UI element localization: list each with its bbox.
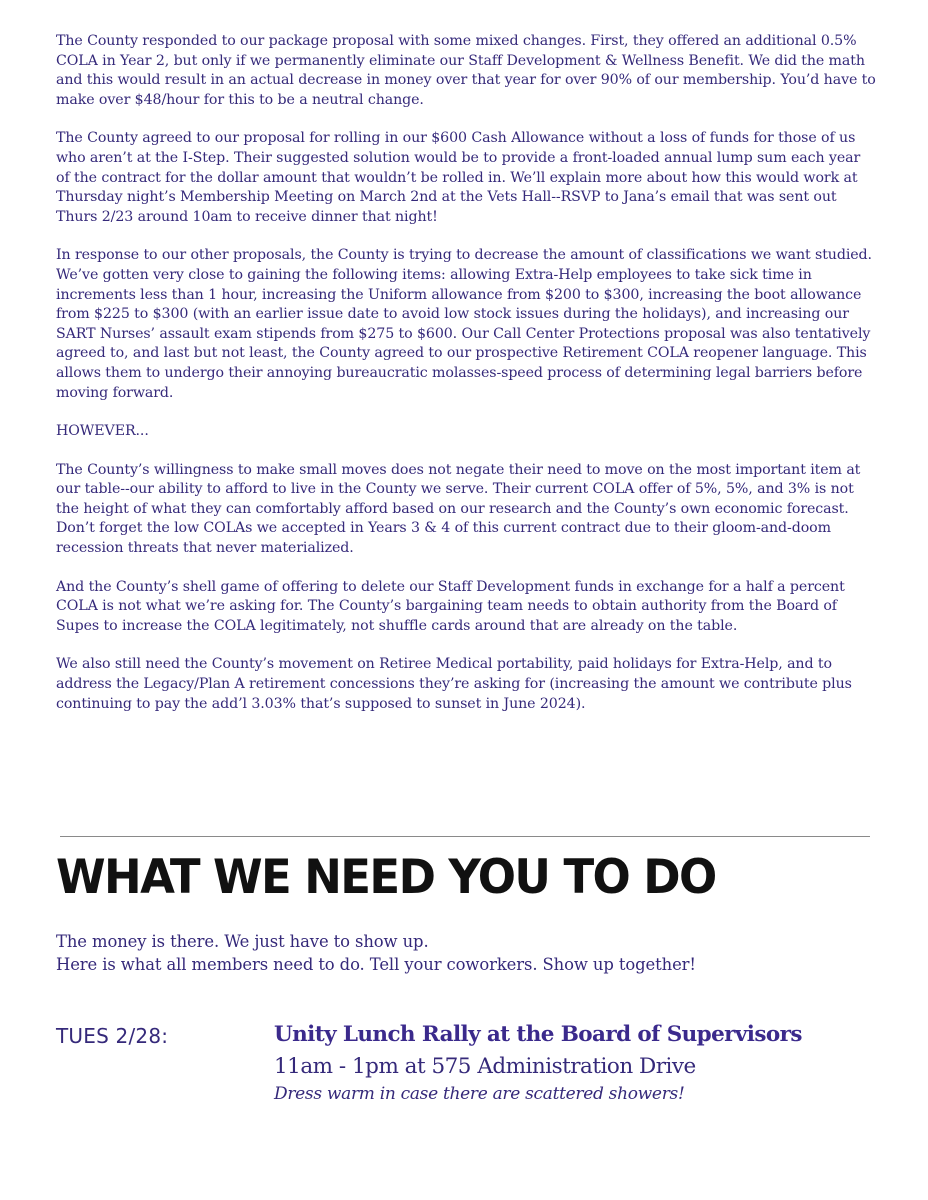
paragraph-cola-offer: The County’s willingness to make small moves does not negate their need to move on the most important item at our table--our ability to afford to live in the County we serve. Their current COLA offer of 5%, 5%, and 3% is not the height of what they can comfortably afford based on our research and the County’s own economic forecast. Don’t forget the low COLAs we accepted in Years 3 & 4 of this current contract due to their gloom-and-doom recession threats that never materialized. bbox=[56, 461, 861, 557]
event-title: Unity Lunch Rally at the Board of Supervisors bbox=[274, 1022, 802, 1047]
paragraph-cash-allowance: The County agreed to our proposal for rolling in our $600 Cash Allowance without a loss of funds for those of us who aren’t at the I-Step. Their suggested solution would be to provide a front-loaded annual lump sum each year of the contract for the dollar amount that wouldn’t be rolled in. We’ll explain more about how this would work at Thursday night’s Membership Meeting on March 2nd at the Vets Hall--RSVP to Jana’s email that was sent out Thurs 2/23 around 10am to receive dinner that night! bbox=[56, 130, 861, 225]
paragraph-package-proposal: The County responded to our package proposal with some mixed changes. First, they offered an additional 0.5% COLA in Year 2, but only if we permanently eliminate our Staff Development & Wellness Benefit. We did the math and this would result in an actual decrease in money over that year for over 90% of our membership. You’d have to make over $48/hour for this to be a neutral change. bbox=[56, 33, 876, 108]
paragraph-however: HOWEVER... bbox=[56, 423, 149, 440]
body-text bbox=[56, 32, 876, 733]
paragraph-other-proposals: In response to our other proposals, the County is trying to decrease the amount of classifications we want studied. We’ve gotten very close to gaining the following items: allowing Extra-Help employees to take sick time in increments less than 1 hour, increasing the Uniform allowance from $200 to $300, increasing the boot allowance from $225 to $300 (with an earlier issue date to avoid low stock issues during the holidays), and increasing our SART Nurses’ assault exam stipends from $275 to $600. Our Call Center Protections proposal was also tentatively agreed to, and last but not least, the County agreed to our prospective Retirement COLA reopener language. This allows them to undergo their annoying bureaucratic molasses-speed process of determining legal barriers before moving forward. bbox=[56, 247, 872, 401]
paragraph-shell-game: And the County’s shell game of offering to delete our Staff Development funds in exchange for a half a percent COLA is not what we’re asking for. The County’s bargaining team needs to obtain authority from the Board of Supes to increase the COLA legitimately, not shuffle cards around that are already on the table. bbox=[56, 578, 845, 634]
intro-line-1: The money is there. We just have to show up. bbox=[56, 932, 429, 951]
event-note: Dress warm in case there are scattered showers! bbox=[274, 1084, 685, 1104]
paragraph-retiree-medical: We also still need the County’s movement on Retiree Medical portability, paid holidays for Extra-Help, and to address the Legacy/Plan A retirement concessions they’re asking for (increasing the amount we contribute plus continuing to pay the add’l 3.03% that’s supposed to sunset in June 2024). bbox=[56, 656, 852, 712]
intro-line-2: Here is what all members need to do. Tell your coworkers. Show up together! bbox=[56, 955, 696, 974]
section-divider bbox=[60, 836, 870, 837]
section-intro bbox=[56, 930, 876, 976]
section-heading: WHAT WE NEED YOU TO DO bbox=[56, 849, 716, 905]
event-detail: 11am - 1pm at 575 Administration Drive bbox=[274, 1054, 696, 1079]
event-date: TUES 2/28: bbox=[56, 1024, 169, 1048]
